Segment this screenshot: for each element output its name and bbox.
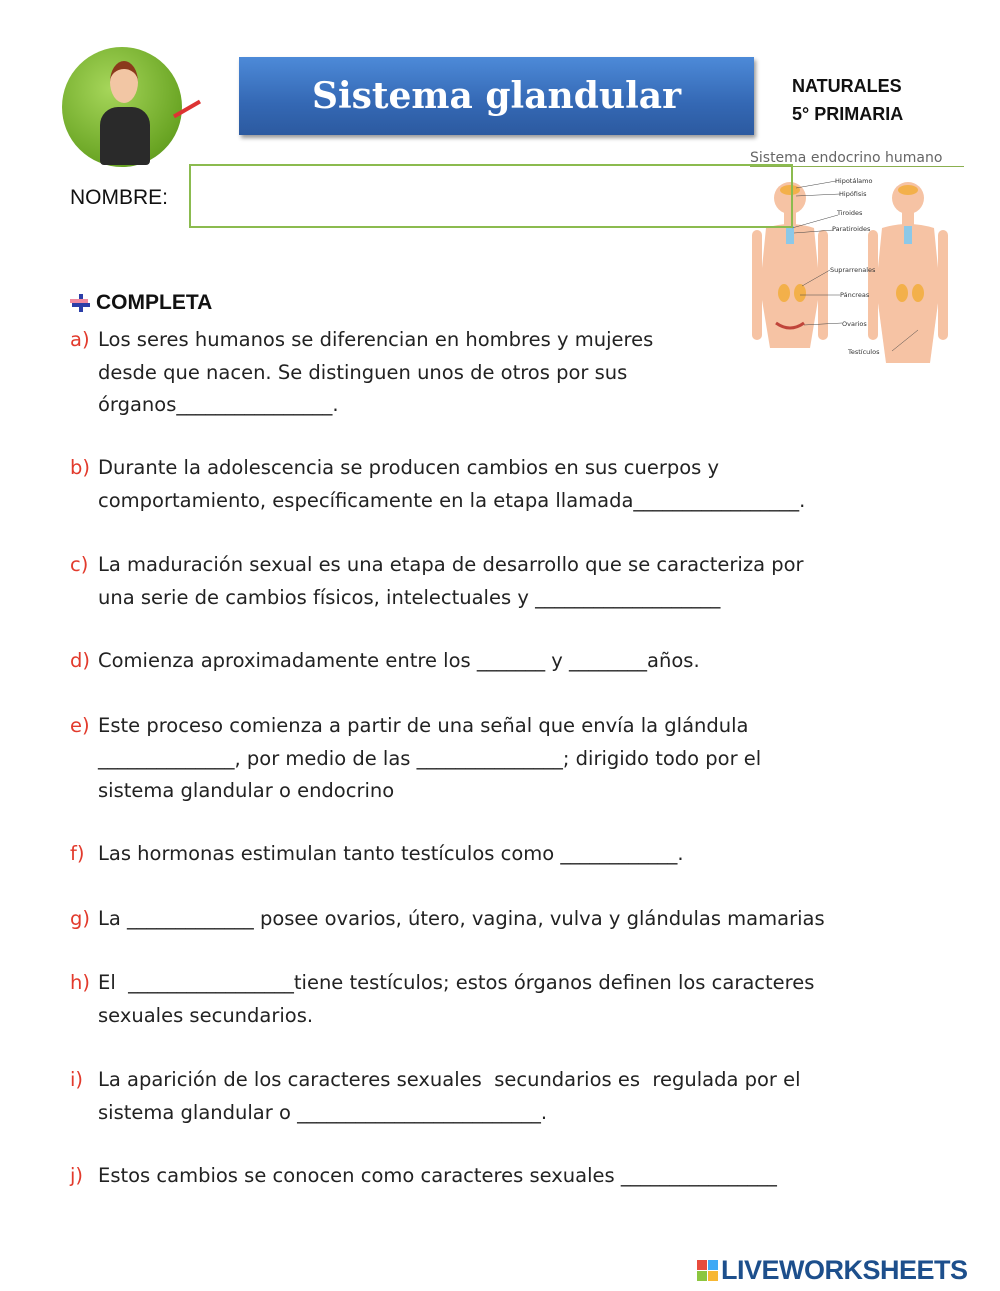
subject-label: NATURALES	[792, 76, 902, 96]
question-letter: f)	[70, 842, 85, 865]
question-item	[70, 710, 761, 808]
question-text-line: La _____________ posee ovarios, útero, vagina, vulva y glándulas mamarias	[98, 907, 825, 930]
question-text-line: Las hormonas estimulan tanto testículos como ____________.	[98, 842, 684, 865]
question-text-line: sistema glandular o endocrino	[98, 779, 395, 802]
question-text-line: desde que nacen. Se distinguen unos de otros por sus	[98, 360, 628, 384]
question-text-line: sistema glandular o _________________________.	[98, 1100, 548, 1124]
name-label: NOMBRE:	[70, 186, 169, 209]
diagram-label: Hipotálamo	[835, 177, 873, 185]
question-text-line: El _________________tiene testículos; estos órganos definen los caracteres	[98, 971, 815, 994]
question-text-line: Este proceso comienza a partir de una señal que envía la glándula	[98, 714, 749, 737]
question-letter: d)	[70, 649, 90, 672]
question-letter: a)	[70, 328, 90, 351]
diagram-label: Tiroides	[837, 209, 863, 217]
question-letter: b)	[70, 456, 90, 479]
question-item	[70, 324, 653, 422]
diagram-label: Paratiroides	[832, 225, 871, 233]
question-text-line: una serie de cambios físicos, intelectuales y ___________________	[98, 585, 721, 609]
question-letter: j)	[70, 1164, 84, 1187]
question-item	[70, 645, 700, 678]
subject-info	[792, 72, 903, 128]
grade-label: 5° PRIMARIA	[792, 104, 904, 124]
teacher-avatar	[62, 47, 182, 167]
question-text-line: órganos________________.	[98, 393, 339, 416]
question-letter: e)	[70, 714, 90, 737]
question-letter: h)	[70, 971, 90, 994]
question-item	[70, 452, 805, 517]
logo-text: LIVEWORKSHEETS	[721, 1255, 968, 1285]
question-text-line: sexuales secundarios.	[98, 1003, 314, 1027]
question-item	[70, 549, 804, 614]
question-item	[70, 903, 825, 936]
logo-squares-icon	[697, 1260, 718, 1281]
cross-bullet-icon	[72, 294, 90, 312]
question-item	[70, 838, 684, 871]
question-item	[70, 967, 814, 1032]
liveworksheets-logo	[697, 1255, 968, 1286]
diagram-label: Ovarios	[842, 320, 867, 328]
question-text-line: Los seres humanos se diferencian en hombres y mujeres	[98, 328, 654, 351]
diagram-label: Testículos	[848, 348, 880, 356]
question-text-line: ______________, por medio de las _______________; dirigido todo por el	[98, 746, 762, 770]
question-letter: g)	[70, 907, 90, 930]
question-text-line: comportamiento, específicamente en la etapa llamada_________________.	[98, 488, 806, 512]
question-item	[70, 1064, 801, 1129]
question-text-line: Comienza aproximadamente entre los _______ y ________años.	[98, 649, 700, 672]
question-letter: i)	[70, 1068, 84, 1091]
question-text-line: La aparición de los caracteres sexuales secundarios es regulada por el	[98, 1068, 801, 1091]
section-heading	[72, 291, 212, 315]
question-text-line: Durante la adolescencia se producen cambios en sus cuerpos y	[98, 456, 720, 479]
name-input[interactable]	[189, 164, 793, 228]
page-title: Sistema glandular	[239, 57, 754, 135]
diagram-caption: Sistema endocrino humano	[750, 150, 964, 167]
question-item	[70, 1160, 777, 1193]
diagram-label: Hipófisis	[839, 190, 867, 198]
section-title: COMPLETA	[96, 291, 213, 314]
question-text-line: Estos cambios se conocen como caracteres sexuales ________________	[98, 1164, 777, 1187]
question-letter: c)	[70, 553, 89, 576]
diagram-label: Suprarrenales	[830, 266, 876, 274]
diagram-label: Páncreas	[840, 291, 870, 299]
question-text-line: La maduración sexual es una etapa de desarrollo que se caracteriza por	[98, 553, 804, 576]
